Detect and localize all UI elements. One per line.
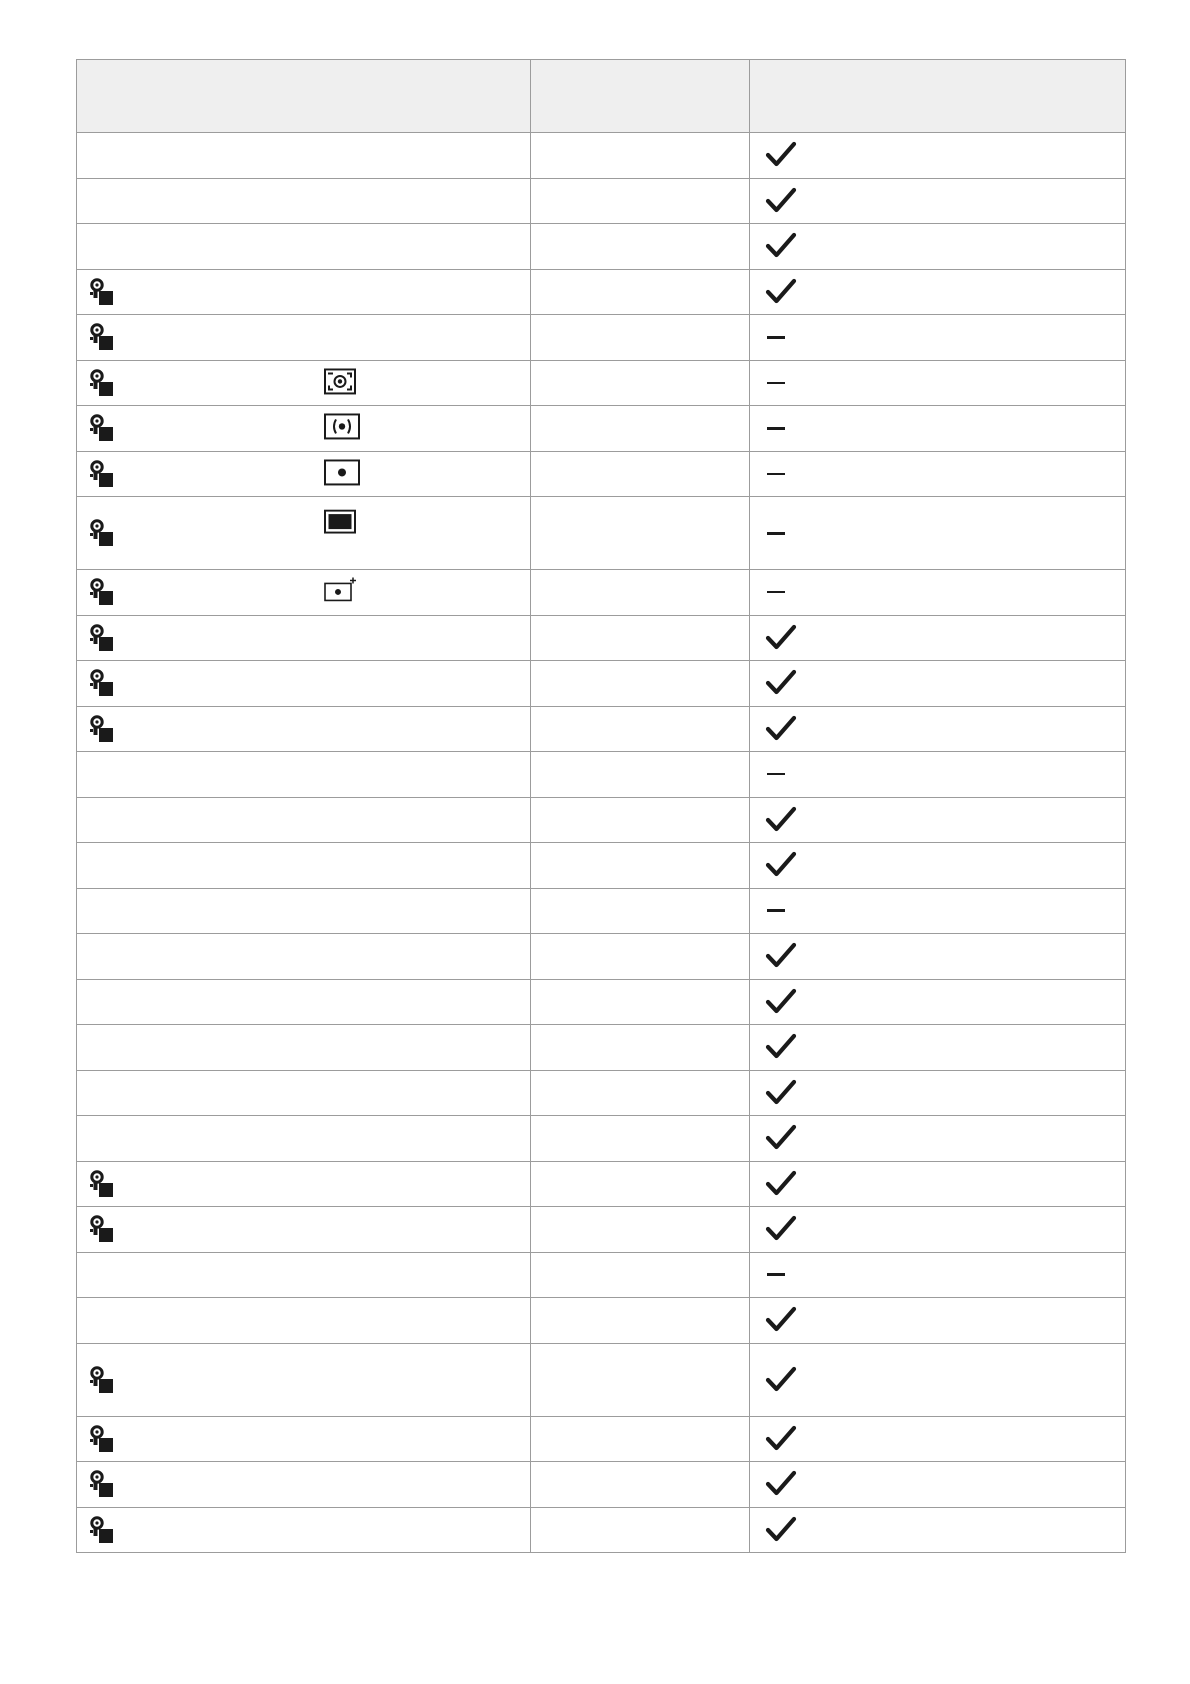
menu-item-cell: [77, 1070, 531, 1116]
page-cell: [531, 1161, 750, 1207]
page-cell: [531, 570, 750, 616]
table-row: [77, 1343, 1126, 1416]
menu-item-cell: [77, 888, 531, 934]
dash-icon: [767, 336, 785, 339]
table-row: [77, 570, 1126, 616]
dash-icon: [767, 532, 785, 535]
table-row: [77, 178, 1126, 224]
checkmark-icon: [765, 1515, 797, 1545]
table-row: [77, 706, 1126, 752]
availability-cell: [750, 888, 1126, 934]
still-image-flash-icon: [90, 1425, 116, 1453]
checkmark-icon: [765, 1078, 797, 1108]
menu-item-cell: [77, 934, 531, 980]
table-row: [77, 133, 1126, 179]
menu-item-cell: [77, 706, 531, 752]
menu-item-cell: [77, 1025, 531, 1071]
checkmark-icon: [765, 1214, 797, 1244]
table-header-row: [77, 60, 1126, 133]
menu-item-cell: [77, 615, 531, 661]
menu-item-cell: [77, 269, 531, 315]
table-row: [77, 797, 1126, 843]
page-cell: [531, 934, 750, 980]
checkmark-icon: [765, 623, 797, 653]
page-cell: [531, 615, 750, 661]
availability-cell: [750, 1070, 1126, 1116]
checkmark-icon: [765, 941, 797, 971]
availability-cell: [750, 1161, 1126, 1207]
still-image-flash-icon: [90, 624, 116, 652]
dash-icon: [767, 427, 785, 430]
menu-item-cell: [77, 1116, 531, 1162]
spot-metering-icon: [324, 459, 356, 485]
still-image-flash-icon: [90, 323, 116, 351]
table-row: [77, 1207, 1126, 1253]
center-weighted-metering-icon: [324, 414, 356, 440]
still-image-flash-icon: [90, 669, 116, 697]
checkmark-icon: [765, 714, 797, 744]
table-row: [77, 315, 1126, 361]
availability-cell: [750, 178, 1126, 224]
table-row: [77, 269, 1126, 315]
checkmark-icon: [765, 186, 797, 216]
page-cell: [531, 451, 750, 497]
menu-item-cell: [77, 133, 531, 179]
highlight-metering-icon: [324, 578, 356, 604]
table-row: [77, 1161, 1126, 1207]
page-cell: [531, 360, 750, 406]
menu-item-cell: [77, 1252, 531, 1298]
menu-item-cell: [77, 570, 531, 616]
page-cell: [531, 1507, 750, 1553]
availability-cell: [750, 706, 1126, 752]
dash-icon: [767, 591, 785, 593]
table-row: [77, 1025, 1126, 1071]
dash-icon: [767, 909, 785, 912]
checkmark-icon: [765, 987, 797, 1017]
still-image-flash-icon: [90, 278, 116, 306]
menu-item-cell: [77, 451, 531, 497]
menu-item-cell: [77, 178, 531, 224]
availability-cell: [750, 1343, 1126, 1416]
page-cell: [531, 1070, 750, 1116]
table-row: [77, 1252, 1126, 1298]
table-row: [77, 497, 1126, 570]
still-image-flash-icon: [90, 414, 116, 442]
availability-cell: [750, 615, 1126, 661]
still-image-flash-icon: [90, 1366, 116, 1394]
availability-cell: [750, 1416, 1126, 1462]
menu-item-cell: [77, 752, 531, 798]
checkmark-icon: [765, 1123, 797, 1153]
still-image-flash-icon: [90, 1516, 116, 1544]
availability-cell: [750, 661, 1126, 707]
availability-cell: [750, 269, 1126, 315]
availability-cell: [750, 1116, 1126, 1162]
page-cell: [531, 752, 750, 798]
availability-cell: [750, 497, 1126, 570]
checkmark-icon: [765, 805, 797, 835]
page-cell: [531, 1025, 750, 1071]
availability-cell: [750, 752, 1126, 798]
checkmark-icon: [765, 1365, 797, 1395]
dash-icon: [767, 382, 785, 384]
still-image-flash-icon: [90, 715, 116, 743]
still-image-flash-icon: [90, 1170, 116, 1198]
table-row: [77, 1298, 1126, 1344]
menu-item-cell: [77, 1343, 531, 1416]
page-cell: [531, 1298, 750, 1344]
table-row: [77, 934, 1126, 980]
page-cell: [531, 178, 750, 224]
page-cell: [531, 269, 750, 315]
table-row: [77, 752, 1126, 798]
dash-icon: [767, 773, 785, 775]
availability-cell: [750, 315, 1126, 361]
availability-cell: [750, 1298, 1126, 1344]
settings-table: [76, 59, 1126, 1553]
table-row: [77, 1070, 1126, 1116]
multi-metering-icon: [324, 368, 356, 394]
availability-cell: [750, 224, 1126, 270]
table-row: [77, 661, 1126, 707]
menu-item-cell: [77, 406, 531, 452]
availability-cell: [750, 360, 1126, 406]
table-row: [77, 888, 1126, 934]
page-cell: [531, 1116, 750, 1162]
table-row: [77, 1416, 1126, 1462]
menu-item-cell: [77, 1507, 531, 1553]
menu-item-cell: [77, 224, 531, 270]
still-image-flash-icon: [90, 460, 116, 488]
table-row: [77, 615, 1126, 661]
still-image-flash-icon: [90, 1470, 116, 1498]
page-cell: [531, 1416, 750, 1462]
availability-cell: [750, 1025, 1126, 1071]
table-body: [77, 133, 1126, 1553]
checkmark-icon: [765, 231, 797, 261]
menu-item-cell: [77, 797, 531, 843]
availability-cell: [750, 1252, 1126, 1298]
page-cell: [531, 224, 750, 270]
menu-item-cell: [77, 661, 531, 707]
dash-icon: [767, 473, 785, 475]
table-row: [77, 1462, 1126, 1508]
still-image-flash-icon: [90, 519, 116, 547]
page-cell: [531, 497, 750, 570]
table-row: [77, 1116, 1126, 1162]
table-row: [77, 979, 1126, 1025]
page-cell: [531, 406, 750, 452]
menu-item-cell: [77, 1161, 531, 1207]
checkmark-icon: [765, 668, 797, 698]
menu-item-cell: [77, 1207, 531, 1253]
page-cell: [531, 315, 750, 361]
availability-cell: [750, 979, 1126, 1025]
page-cell: [531, 1343, 750, 1416]
page-cell: [531, 1252, 750, 1298]
page-cell: [531, 133, 750, 179]
menu-item-cell: [77, 360, 531, 406]
availability-cell: [750, 1507, 1126, 1553]
still-image-flash-icon: [90, 578, 116, 606]
still-image-flash-icon: [90, 369, 116, 397]
availability-cell: [750, 843, 1126, 889]
checkmark-icon: [765, 1169, 797, 1199]
header-cell-page: [531, 60, 750, 133]
still-image-flash-icon: [90, 1215, 116, 1243]
menu-item-cell: [77, 843, 531, 889]
header-cell-menu-item: [77, 60, 531, 133]
table-row: [77, 843, 1126, 889]
table-row: [77, 1507, 1126, 1553]
page-cell: [531, 979, 750, 1025]
page-cell: [531, 797, 750, 843]
page-cell: [531, 888, 750, 934]
page-cell: [531, 1207, 750, 1253]
menu-item-cell: [77, 1298, 531, 1344]
availability-cell: [750, 133, 1126, 179]
table-row: [77, 451, 1126, 497]
table-row: [77, 360, 1126, 406]
availability-cell: [750, 1462, 1126, 1508]
header-cell-availability: [750, 60, 1126, 133]
entire-screen-average-icon: [324, 510, 356, 536]
page-cell: [531, 661, 750, 707]
page-cell: [531, 706, 750, 752]
availability-cell: [750, 570, 1126, 616]
menu-item-cell: [77, 497, 531, 570]
availability-cell: [750, 1207, 1126, 1253]
availability-cell: [750, 797, 1126, 843]
menu-item-cell: [77, 315, 531, 361]
availability-cell: [750, 934, 1126, 980]
dash-icon: [767, 1273, 785, 1276]
availability-cell: [750, 406, 1126, 452]
table-row: [77, 406, 1126, 452]
checkmark-icon: [765, 1032, 797, 1062]
checkmark-icon: [765, 1305, 797, 1335]
menu-item-cell: [77, 979, 531, 1025]
table-row: [77, 224, 1126, 270]
checkmark-icon: [765, 1424, 797, 1454]
page-cell: [531, 843, 750, 889]
checkmark-icon: [765, 850, 797, 880]
page-cell: [531, 1462, 750, 1508]
checkmark-icon: [765, 1469, 797, 1499]
menu-item-cell: [77, 1462, 531, 1508]
availability-cell: [750, 451, 1126, 497]
checkmark-icon: [765, 277, 797, 307]
menu-item-cell: [77, 1416, 531, 1462]
checkmark-icon: [765, 140, 797, 170]
